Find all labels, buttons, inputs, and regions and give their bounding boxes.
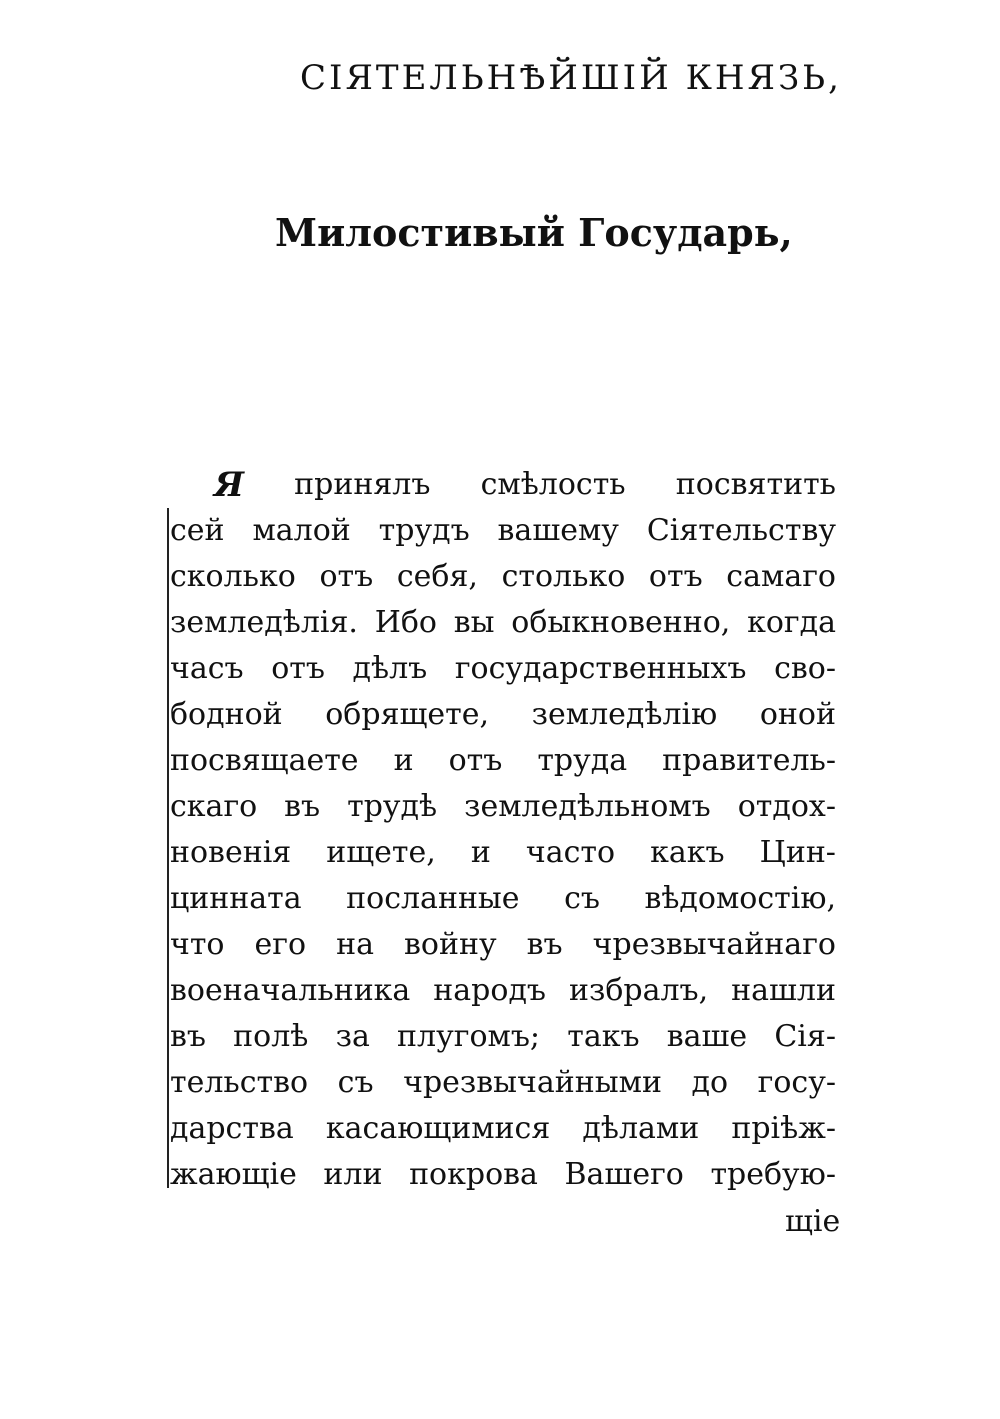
word: отъ [648,559,703,594]
word: цинната [170,881,302,916]
drop-capital: Я [214,465,244,505]
word: Сія- [774,1019,836,1054]
word: отъ [319,559,374,594]
word: правитель- [662,743,836,778]
word: чрезвычайнаго [592,927,836,962]
word: часто [525,835,616,870]
word: въ [284,789,321,824]
word: ваше [666,1019,748,1054]
salutation-heading: Милостивый Государь, [275,210,793,255]
word: столько [501,559,626,594]
word: жающіе [170,1157,297,1192]
word: полѣ [233,1019,309,1054]
word: съ [337,1065,374,1100]
word: Вашего [564,1157,684,1192]
word: новенія [170,835,292,870]
word: плугомъ; [397,1019,541,1054]
text-line [170,1106,836,1152]
word: труда [537,743,628,778]
word: войну [404,927,497,962]
word: обрящете, [325,697,490,732]
word: оной [759,697,836,732]
word: народъ [433,973,547,1008]
text-line [170,738,836,784]
word: и [393,743,414,778]
word: отдох- [737,789,836,824]
word: покрова [409,1157,538,1192]
word: касающимися [325,1111,551,1146]
text-line [170,554,836,600]
word: вашему [497,513,619,548]
word: отъ [448,743,503,778]
word: или [323,1157,383,1192]
word: Ибо [374,605,437,640]
word: въ [526,927,563,962]
word: посвящаете [170,743,359,778]
word: тельство [170,1065,309,1100]
word: и [470,835,491,870]
word: чрезвычайными [403,1065,662,1100]
word: госу- [757,1065,836,1100]
word: до [691,1065,729,1100]
word: смѣлость [480,467,626,502]
body-text [170,462,836,1198]
word: земледѣльномъ [464,789,711,824]
word: посвятить [675,467,836,502]
word: малой [252,513,351,548]
word: такъ [567,1019,640,1054]
word: себя, [396,559,478,594]
word: часъ [170,651,244,686]
title-heading: СІЯТЕЛЬНѢЙШІЙ КНЯЗЬ, [300,58,842,98]
word: самаго [726,559,836,594]
word: бодной [170,697,283,732]
word: дѣлъ [352,651,428,686]
word: сколько [170,559,296,594]
text-line [170,600,836,646]
word: за [335,1019,370,1054]
word: Цин- [759,835,836,870]
word: государственныхъ [454,651,747,686]
word: нашли [731,973,836,1008]
word: когда [747,605,836,640]
catchword: щіе [785,1204,841,1239]
text-line [170,830,836,876]
word: ищете, [326,835,436,870]
word: отъ [271,651,325,686]
text-line [170,922,836,968]
word: принялъ [294,467,431,502]
word: трудѣ [347,789,438,824]
word: какъ [650,835,725,870]
word: вѣдомостію, [644,881,836,916]
word: въ [170,1019,206,1054]
word: сей [170,513,225,548]
word: посланные [346,881,520,916]
word: вы [453,605,495,640]
text-line [170,508,836,554]
word: трудъ [378,513,470,548]
word: Сіятельству [646,513,836,548]
text-line [170,968,836,1014]
word: скаго [170,789,258,824]
text-line [170,462,836,508]
word: избралъ, [568,973,709,1008]
word: на [336,927,374,962]
text-line [170,784,836,830]
word: требую- [710,1157,836,1192]
text-line [170,1014,836,1060]
text-line [170,692,836,738]
margin-rule [167,508,169,1188]
word: его [254,927,307,962]
text-line [170,1060,836,1106]
word: съ [564,881,600,916]
word: земледѣлію [531,697,718,732]
text-line [170,876,836,922]
text-line [170,646,836,692]
word: обыкновенно, [511,605,731,640]
word: сво- [774,651,836,686]
word: пріѣж- [731,1111,836,1146]
word: дарства [170,1111,294,1146]
word: военачальника [170,973,411,1008]
text-line [170,1152,836,1198]
word: дѣлами [582,1111,700,1146]
word: земледѣлія. [170,605,358,640]
word: что [170,927,225,962]
